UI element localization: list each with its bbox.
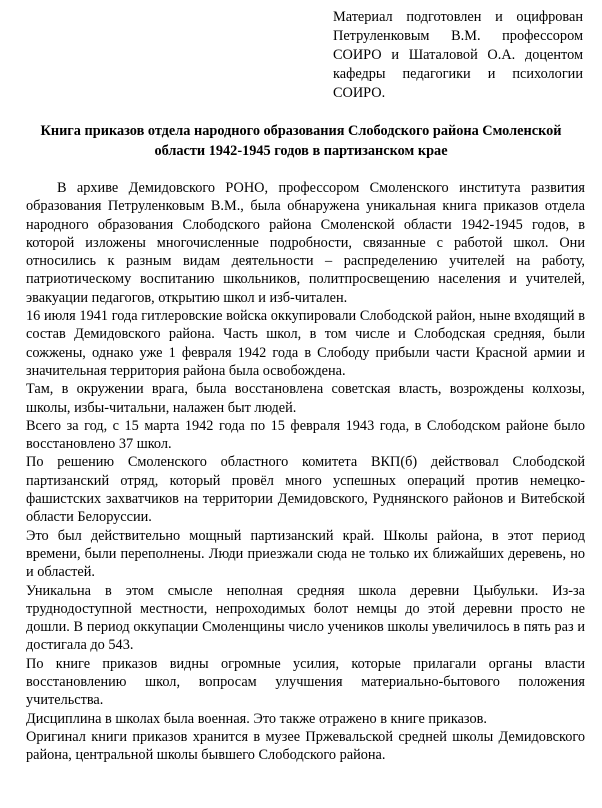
paragraph-efforts: По книге приказов видны огромные усилия, которые прилагали органы власти восстановлению школ, вопросам улучшения материально-бытового положения учительства.	[26, 655, 585, 709]
paragraph-discipline: Дисциплина в школах была военная. Это также отражено в книге приказов.	[26, 710, 487, 727]
paragraph-original-location: Оригинал книги приказов хранится в музее Пржевальской средней школы Демидовского района, центральной школы бывшего Слободского района.	[26, 728, 585, 764]
paragraph-partisan-detachment: По решению Смоленского областного комитета ВКП(б) действовал Слободской партизанский отряд, который провёл много успешных операций против немецко-фашистских захватчиков на территории Демидовского, Руднянского районов и Витебской области Белоруссии.	[26, 454, 585, 526]
authorship-note: Материал подготовлен и оцифрован Петруленковым В.М. профессором СОИРО и Шаталовой О.А. доцентом кафедры педагогики и психологии СОИРО.	[333, 9, 583, 101]
paragraph-tsybulki-school: Уникальна в этом смысле неполная средняя школа деревни Цыбульки. Из-за труднодоступной местности, непроходимых болот немцы до этой деревни просто не дошли. В период оккупации Смоленщины число учеников школы увеличилось в пять раз и достигала до 543.	[26, 582, 585, 654]
document-body	[26, 179, 585, 765]
paragraph-archive-discovery: В архиве Демидовского РОНО, профессором Смоленского института развития образования Петруленковым В.М., была обнаружена уникальная книга приказов отдела народного образования Слободского района Смоленской области 1942-1945 годов, в которой изложены многочисленные подробности, связанные с работой школ. Они относились к разным видам деятельности – распределению учителей на работу, патриотическому воспитанию школьников, политпросвещению населения и учителей, эвакуации педагогов, открытию школ и изб-читален.	[26, 180, 585, 306]
paragraph-soviet-power: Там, в окружении врага, была восстановлена советская власть, возрождены колхозы, школы, избы-читальни, налажен быт людей.	[26, 381, 585, 416]
paragraph-partisan-region: Это был действительно мощный партизанский край. Школы района, в этот период времени, были переполнены. Люди приезжали сюда не только их ближайших деревень, но и областей.	[26, 527, 585, 581]
document-title: Книга приказов отдела народного образования Слободского района Смоленской области 1942-1945 годов в партизанском крае	[40, 123, 562, 159]
paragraph-occupation: 16 июля 1941 года гитлеровские войска оккупировали Слободской район, ныне входящий в состав Демидовского района. Часть школ, в том числе и Слободская средняя, были сожжены, однако уже 1 февраля 1942 года в Слободу прибыли части Красной армии и значительная территория района была освобождена.	[26, 308, 585, 379]
paragraph-schools-restored: Всего за год, с 15 марта 1942 года по 15 февраля 1943 года, в Слободском районе было восстановлено 37 школ.	[26, 417, 585, 453]
